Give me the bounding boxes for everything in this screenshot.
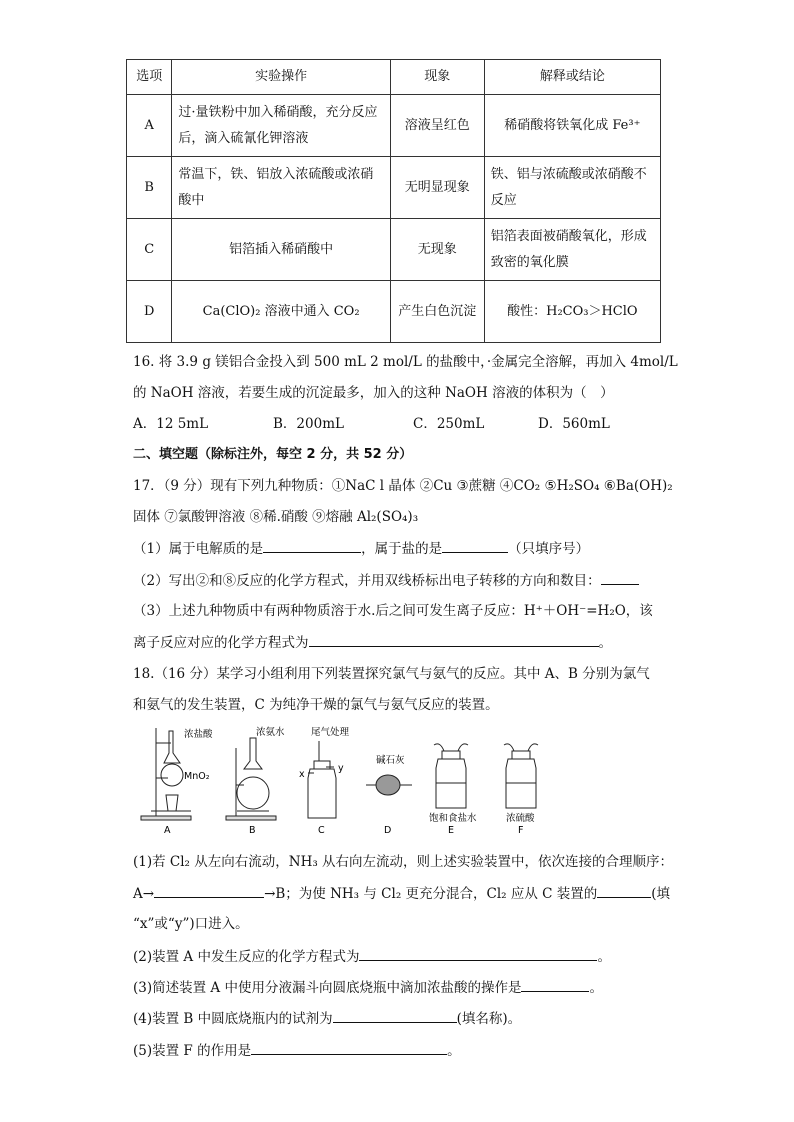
label-d: D bbox=[384, 825, 392, 836]
q16-line2: 的 NaOH 溶液，若要生成的沉淀最多，加入的这种 NaOH 溶液的体积为（ ） bbox=[133, 385, 614, 401]
q18-p1-end: (填 bbox=[651, 886, 671, 902]
table-row bbox=[127, 281, 661, 343]
answer-blank[interactable] bbox=[601, 570, 639, 585]
apparatus-c bbox=[308, 741, 336, 818]
q18-p1-text: →B；为使 NH₃ 与 Cl₂ 更充分混合，Cl₂ 应从 C 装置的 bbox=[264, 886, 598, 902]
q16-options bbox=[133, 414, 610, 434]
answer-blank[interactable] bbox=[521, 977, 589, 992]
q18-line2: 和氨气的发生装置，C 为纯净干燥的氯气与氨气反应的装置。 bbox=[133, 697, 499, 713]
table-header-row bbox=[127, 60, 661, 95]
q18-part1a: (1)若 Cl₂ 从左向右流动，NH₃ 从右向左流动，则上述实验装置中，依次连接的合理顺序： bbox=[133, 854, 674, 870]
table-row bbox=[127, 157, 661, 219]
table-cell: Ca(ClO)₂ 溶液中通入 CO₂ bbox=[172, 281, 390, 343]
q17-part3b bbox=[133, 632, 612, 653]
label-y: y bbox=[338, 763, 344, 774]
label-b: B bbox=[249, 825, 256, 836]
table-header: 解释或结论 bbox=[484, 60, 660, 95]
apparatus-figure bbox=[136, 723, 556, 838]
period: 。 bbox=[589, 980, 603, 996]
table-cell: 溶液呈红色 bbox=[390, 95, 484, 157]
period: 。 bbox=[597, 949, 611, 965]
apparatus-e bbox=[434, 744, 468, 808]
label-sat-nacl: 饱和食盐水 bbox=[429, 813, 477, 824]
label-f: F bbox=[518, 825, 524, 836]
q18-p2-text: (2)装置 A 中发生反应的化学方程式为 bbox=[133, 949, 360, 965]
section-heading: 二、填空题（除标注外，每空 2 分，共 52 分） bbox=[133, 447, 413, 462]
q16-option-c: C．250mL bbox=[413, 416, 485, 432]
q17-part2 bbox=[133, 570, 639, 591]
q18-p4-end: (填名称)。 bbox=[456, 1011, 522, 1027]
table-header: 现象 bbox=[390, 60, 484, 95]
table-cell: 过·量铁粉中加入稀硝酸，充分反应后，滴入硫氰化钾溶液 bbox=[172, 95, 390, 157]
q17-line2: 固体 ⑦氯酸钾溶液 ⑧稀.硝酸 ⑨熔融 Al₂(SO₄)₃ bbox=[133, 509, 419, 525]
table-cell: 稀硝酸将铁氧化成 Fe³⁺ bbox=[484, 95, 660, 157]
table-cell: 无现象 bbox=[390, 219, 484, 281]
table-cell: D bbox=[127, 281, 172, 343]
answer-blank[interactable] bbox=[333, 1008, 457, 1023]
table-cell: 铝箔插入稀硝酸中 bbox=[172, 219, 390, 281]
q18-part4 bbox=[133, 1008, 521, 1029]
label-e: E bbox=[448, 825, 455, 836]
q17-p1-note: （只填序号） bbox=[508, 541, 590, 557]
q17-p2-text: （2）写出②和⑧反应的化学方程式，并用双线桥标出电子转移的方向和数目： bbox=[133, 573, 601, 589]
table-cell: 铝箔表面被硝酸氧化，形成致密的氧化膜 bbox=[484, 219, 660, 281]
answer-blank[interactable] bbox=[359, 946, 597, 961]
q18-p5-text: (5)装置 F 的作用是 bbox=[133, 1043, 252, 1059]
answer-blank[interactable] bbox=[442, 538, 508, 553]
q16-line1: 16. 将 3.9 g 镁铝合金投入到 500 mL 2 mol/L 的盐酸中，·金属完全溶解，再加入 4mol/L bbox=[133, 354, 678, 370]
q18-p3-text: (3)简述装置 A 中使用分液漏斗向圆底烧瓶中滴加浓盐酸的操作是 bbox=[133, 980, 522, 996]
label-a: A bbox=[164, 825, 171, 836]
q18-part1c: “x”或“y”)口进入。 bbox=[133, 916, 249, 932]
q18-part2 bbox=[133, 946, 611, 967]
answer-blank[interactable] bbox=[154, 883, 264, 898]
table-cell: C bbox=[127, 219, 172, 281]
table-cell: 产生白色沉淀 bbox=[390, 281, 484, 343]
table-header: 选项 bbox=[127, 60, 172, 95]
table-cell: A bbox=[127, 95, 172, 157]
table-row bbox=[127, 219, 661, 281]
q16-option-b: B．200mL bbox=[273, 416, 344, 432]
experiment-table bbox=[126, 59, 661, 343]
q17-p1-text: （1）属于电解质的是 bbox=[133, 541, 264, 557]
apparatus-f bbox=[504, 744, 538, 808]
table-cell: 无明显现象 bbox=[390, 157, 484, 219]
q18-p1-prefix: A→ bbox=[133, 886, 155, 902]
label-conc-hcl: 浓盐酸 bbox=[184, 729, 213, 740]
label-x: x bbox=[299, 769, 305, 780]
q18-part3 bbox=[133, 977, 603, 998]
q17-part3a: （3）上述九种物质中有两种物质溶于水.后之间可发生离子反应：H⁺＋OH⁻=H₂O，该 bbox=[133, 603, 653, 619]
label-c: C bbox=[318, 825, 325, 836]
q18-line1: 18.（16 分）某学习小组利用下列装置探究氯气与氨气的反应。其中 A、B 分别为氯气 bbox=[133, 666, 650, 682]
apparatus-b bbox=[226, 738, 276, 820]
table-row bbox=[127, 95, 661, 157]
q17-line1: 17．（9 分）现有下列九种物质：①NaC l 晶体 ②Cu ③蔗糖 ④CO₂ ⑤H₂SO₄ ⑥Ba(OH)₂ bbox=[133, 478, 673, 494]
q16-option-a: A．12 5mL bbox=[133, 416, 209, 432]
q17-p1-text2: ，属于盐的是 bbox=[361, 541, 443, 557]
period: 。 bbox=[447, 1043, 461, 1059]
answer-blank[interactable] bbox=[251, 1040, 447, 1055]
answer-blank[interactable] bbox=[597, 883, 651, 898]
period: 。 bbox=[598, 635, 612, 651]
answer-blank[interactable] bbox=[309, 632, 599, 647]
q18-part1b bbox=[133, 883, 670, 904]
q16-option-d: D．560mL bbox=[538, 416, 610, 432]
label-tail-gas: 尾气处理 bbox=[311, 727, 350, 738]
label-soda-lime: 碱石灰 bbox=[376, 755, 405, 766]
table-header: 实验操作 bbox=[172, 60, 390, 95]
label-mno2: MnO₂ bbox=[184, 771, 210, 782]
table-cell: 酸性：H₂CO₃＞HClO bbox=[484, 281, 660, 343]
answer-blank[interactable] bbox=[263, 538, 361, 553]
apparatus-d bbox=[366, 775, 412, 795]
q17-part1 bbox=[133, 538, 589, 559]
table-cell: 铁、铝与浓硫酸或浓硝酸不反应 bbox=[484, 157, 660, 219]
label-conc-ammonia: 浓氨水 bbox=[256, 727, 285, 738]
table-cell: B bbox=[127, 157, 172, 219]
label-conc-h2so4: 浓硫酸 bbox=[506, 813, 535, 824]
q18-p4-text: (4)装置 B 中圆底烧瓶内的试剂为 bbox=[133, 1011, 333, 1027]
table-cell: 常温下，铁、铝放入浓硫酸或浓硝酸中 bbox=[172, 157, 390, 219]
q18-part5 bbox=[133, 1040, 461, 1061]
q17-p3-text: 离子反应对应的化学方程式为 bbox=[133, 635, 309, 651]
